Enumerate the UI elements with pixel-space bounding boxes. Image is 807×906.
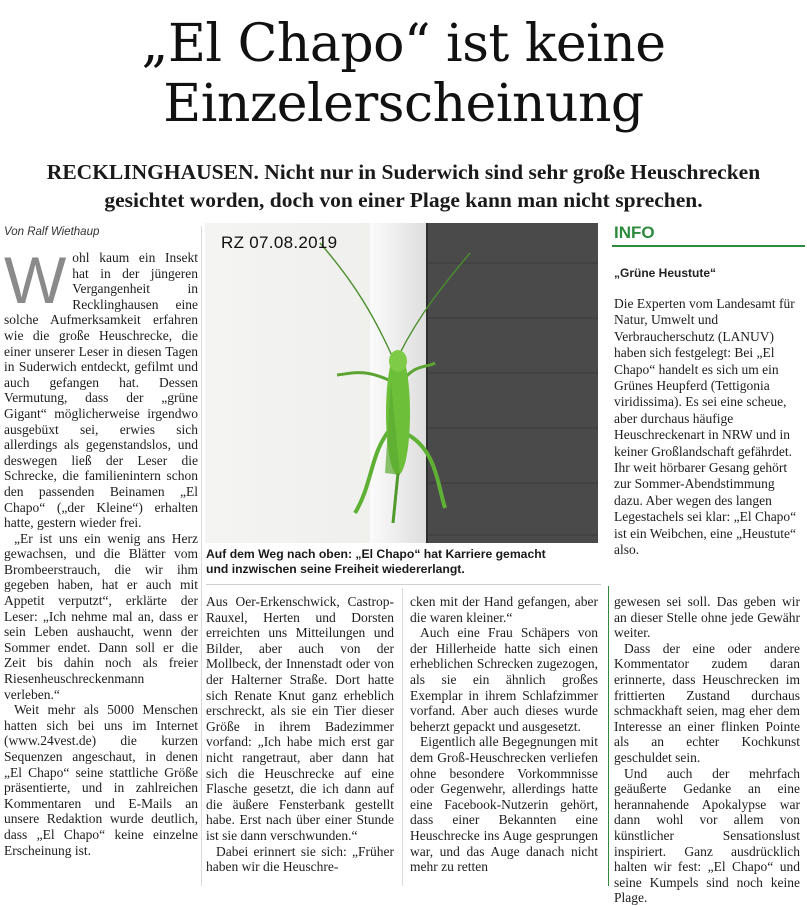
info-box-header bbox=[612, 223, 805, 247]
headline bbox=[0, 14, 807, 134]
article-column-2 bbox=[206, 594, 394, 875]
info-paragraph: Die Experten vom Landesamt für Natur, Umwelt und Verbraucherschutz (LANUV) haben sich festgelegt: Bei „El Chapo“ handelt es sich um ein Grünes Heupferd (Tettigonia viridissima). Es sei eine scheue, aber durchaus häufige Heuschreckenart in NRW und in keiner Großlandschaft gefährdet. Ihr weit hörbarer Gesang gehört zur Sommer-Abendstimmung dazu. Aber wegen des langen Legestachels sei klar: „El Chapo“ ist ein Weibchen, eine „Heustute“ also. bbox=[614, 296, 797, 558]
info-underline bbox=[612, 245, 805, 247]
article-paragraph: Dabei erinnert sie sich: „Früher haben wir die Heuschre- bbox=[206, 843, 394, 875]
byline: Von Ralf Wiethaup bbox=[4, 226, 100, 238]
article-column-3 bbox=[410, 594, 598, 875]
column-divider bbox=[201, 226, 202, 886]
info-column-rule bbox=[608, 586, 609, 886]
lead-paragraph bbox=[0, 158, 807, 214]
article-paragraph: Auch eine Frau Schäpers von der Hillerheide hatte sich einen erheblichen Schrecken zugezogen, als sie ein ähnlich großes Exemplar in ihrem Schlafzimmer vorfand. Aber auch dieses wurde beherzt gepackt und ausgesetzt. bbox=[410, 625, 598, 734]
info-body bbox=[614, 296, 800, 559]
caption-line-2: und inzwischen seine Freiheit wiedererlangt. bbox=[206, 562, 465, 576]
grasshopper-photo bbox=[205, 223, 598, 543]
lead-line-2: gesichtet worden, doch von einer Plage kann man nicht sprechen. bbox=[104, 188, 703, 212]
caption-line-1: Auf dem Weg nach oben: „El Chapo“ hat Karriere gemacht bbox=[206, 547, 546, 561]
drop-cap: W bbox=[4, 243, 67, 317]
article-column-4 bbox=[614, 594, 800, 906]
lead-line-1: RECKLINGHAUSEN. Nicht nur in Suderwich sind sehr große Heuschrecken bbox=[46, 160, 761, 184]
headline-line-1: „El Chapo“ ist keine bbox=[141, 14, 666, 74]
article-paragraph: Dass der eine oder andere Kommentator zudem daran erinnerte, dass Heuschrecken im frittierten Zustand durchaus schmackhaft seien, mag eher dem Interesse an einer flinken Pointe als an echter Kochkunst geschuldet sein. bbox=[614, 640, 800, 765]
article-paragraph bbox=[4, 243, 198, 531]
paragraph-text: ohl kaum ein Insekt hat in der jüngeren Vergangenheit in Recklinghausen eine solche Aufmerksamkeit erfahren wie die große Heuschrecke, die einer unserer Leser in diesen Tagen in Suderwich entdeckt, gefilmt und auch gefangen hat. Dessen Vermutung, dass der „grüne Gigant“ möglicherweise irgendwo ausgebüxt sei, erwies sich allerdings als gegenstandslos, und deswegen ließ der Leser die Schrecke, die familienintern schon den passenden Beinamen „El Chapo“ („der Kleine“) erhalten hatte, gestern wieder frei. bbox=[4, 250, 198, 531]
headline-line-2: Einzelerscheinung bbox=[163, 74, 644, 134]
info-label: INFO bbox=[614, 223, 655, 242]
article-paragraph: Weit mehr als 5000 Menschen hatten sich bei uns im Internet (www.24vest.de) die kurzen Sequenzen angeschaut, in denen „El Chapo“ seine stattliche Größe präsentierte, und in zahlreichen Kommentaren und E-Mails an unsere Redaktion wurde deutlich, dass „El Chapo“ keine einzelne Erscheinung ist. bbox=[4, 702, 198, 858]
article-paragraph: Und auch der mehrfach geäußerte Gedanke an eine herannahende Apokalypse war dann wohl vor allem von künstlicher Sensationslust inspiriert. Ganz ausdrücklich halten wir fest: „El Chapo“ und seine Kumpels sind noch keine Plage. bbox=[614, 765, 800, 906]
column-divider bbox=[402, 588, 403, 886]
article-paragraph: Eigentlich alle Begegnungen mit dem Groß-Heuschrecken verliefen ohne besondere Vorkommnisse oder Gegenwehr, allerdings hatte eine Facebook-Nutzerin gehört, dass einer Bekannten eine Heuschrecke ins Auge gesprungen war, und das Auge danach nicht mehr zu retten bbox=[410, 734, 598, 875]
info-title: „Grüne Heustute“ bbox=[614, 266, 717, 280]
article-paragraph: cken mit der Hand gefangen, aber die waren kleiner.“ bbox=[410, 594, 598, 625]
article-paragraph: Aus Oer-Erkenschwick, Castrop-Rauxel, Herten und Dorsten erreichten uns Mitteilungen und Bilder, aber auch von der Mollbeck, der Innenstadt oder von der Halterner Straße. Dort hatte sich Renate Knut ganz erheblich erschreckt, als sie ein Tier dieser Größe in ihrem Badezimmer vorfand: „Ich habe mich erst gar nicht rangetraut, aber dann hat sich die Heuschrecke auf eine Flasche gesetzt, die ich dann auf die äußere Fensterbank gestellt habe. Erst nach über einer Stunde ist sie dann verschwunden.“ bbox=[206, 594, 394, 843]
caption-divider bbox=[206, 584, 601, 585]
photo-caption bbox=[206, 547, 601, 577]
article-paragraph: gewesen sei soll. Das geben wir an dieser Stelle ohne jede Gewähr weiter. bbox=[614, 594, 800, 641]
photo-date-stamp: RZ 07.08.2019 bbox=[221, 233, 338, 252]
article-paragraph: „Er ist uns ein wenig ans Herz gewachsen, und die Blätter vom Brombeerstrauch, die wir ihm gegeben haben, hat er auch mit Appetit verputzt“, erklärte der Leser: „Ich nehme mal an, dass er sein Leben aushaucht, wenn der Sommer endet. Dann soll er die Zeit bis dahin noch als freier Riesenheuschreckenmann verleben.“ bbox=[4, 530, 198, 702]
article-column-1 bbox=[4, 243, 198, 858]
